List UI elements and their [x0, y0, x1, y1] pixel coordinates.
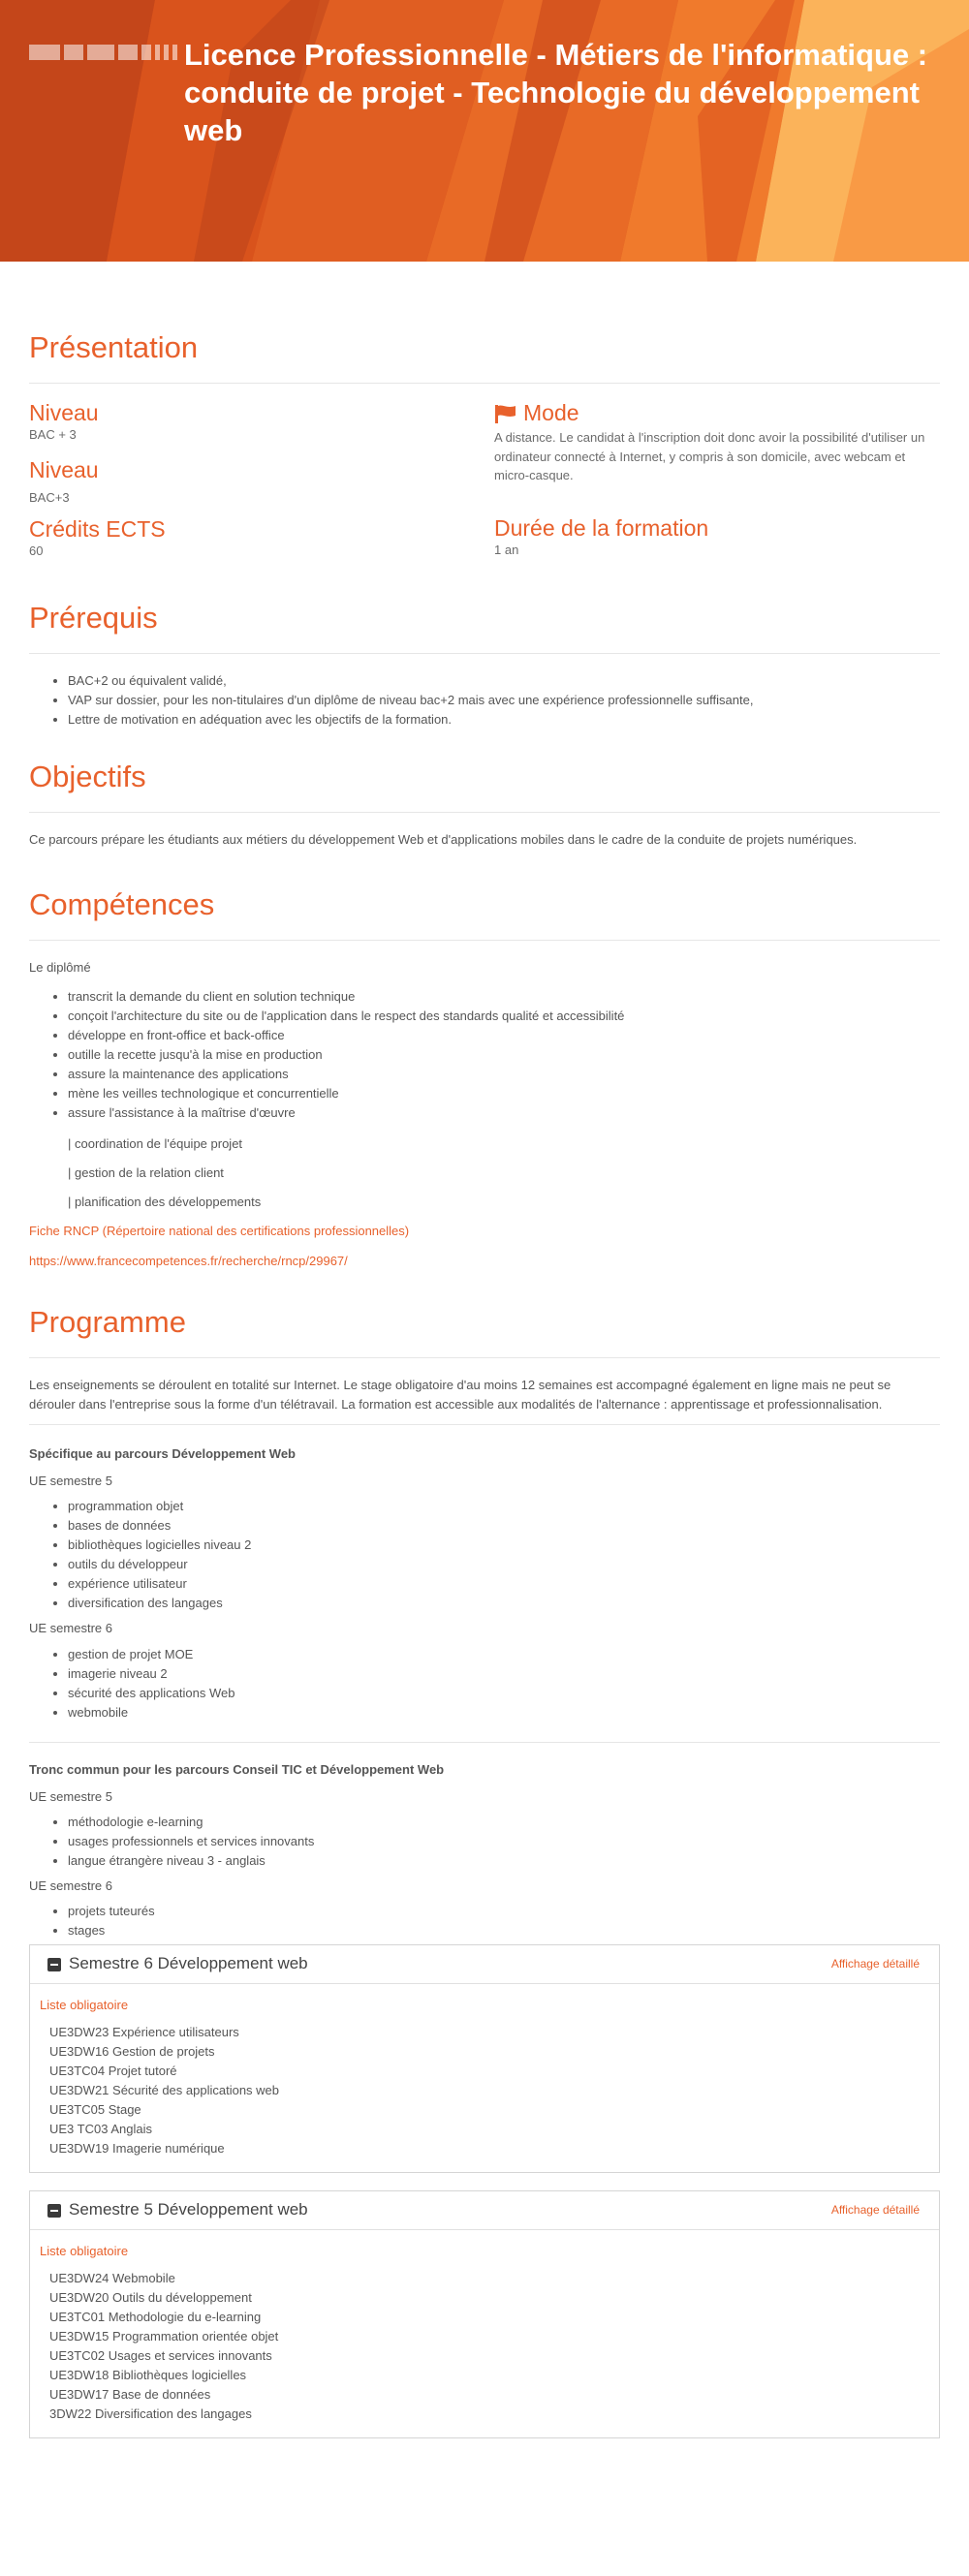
module-item[interactable]: UE3 TC03 Anglais — [49, 2122, 152, 2137]
list-title: Liste obligatoire — [40, 1998, 129, 2013]
competences-intro: Le diplômé — [29, 960, 91, 976]
list-item: • projets tuteurés — [68, 1902, 940, 1921]
list-item: • bibliothèques logicielles niveau 2 — [68, 1536, 940, 1555]
list-item: • langue étrangère niveau 3 - anglais — [68, 1851, 940, 1871]
specifique-s6-list — [29, 1645, 940, 1723]
module-box — [29, 2190, 940, 2438]
niveau-value: BAC + 3 — [29, 427, 77, 443]
module-item[interactable]: UE3TC02 Usages et services innovants — [49, 2348, 272, 2364]
semester-label: UE semestre 6 — [29, 1878, 112, 1893]
list-item: • outils du développeur — [68, 1555, 940, 1574]
mode-heading — [494, 401, 940, 428]
prerequis-list — [29, 671, 940, 729]
rncp-link[interactable]: Fiche RNCP (Répertoire national des certifications professionnelles) — [29, 1224, 410, 1239]
list-item: • VAP sur dossier, pour les non-titulaires d'un diplôme de niveau bac+2 mais avec une expérience professionnelle suffisante, — [68, 691, 940, 710]
module-title: Semestre 6 Développement web — [69, 1954, 308, 1973]
list-item: • imagerie niveau 2 — [68, 1664, 940, 1684]
module-item[interactable]: UE3DW19 Imagerie numérique — [49, 2141, 225, 2157]
module-item[interactable]: 3DW22 Diversification des langages — [49, 2406, 252, 2422]
list-item: • BAC+2 ou équivalent validé, — [68, 671, 940, 691]
list-item: • mène les veilles technologique et concurrentielle — [68, 1084, 940, 1103]
detailed-view-link[interactable]: Affichage détaillé — [830, 1957, 920, 1971]
tronc-s5-list — [29, 1813, 940, 1871]
module-title: Semestre 5 Développement web — [69, 2200, 308, 2219]
presentation-heading: Présentation — [29, 329, 940, 384]
list-item: • stages — [68, 1921, 940, 1940]
presentation-grid — [29, 401, 940, 560]
list-item: • conçoit l'architecture du site ou de l'application dans le respect des standards qualité et accessibilité — [68, 1007, 940, 1026]
list-item: • gestion de projet MOE — [68, 1645, 940, 1664]
collapse-icon[interactable] — [47, 1958, 61, 1971]
list-item: • sécurité des applications Web — [68, 1684, 940, 1703]
list-item: • usages professionnels et services innovants — [68, 1832, 940, 1851]
semester-label: UE semestre 6 — [29, 1621, 112, 1636]
tronc-title: Tronc commun pour les parcours Conseil TIC et Développement Web — [29, 1761, 445, 1777]
module-box — [29, 1944, 940, 2173]
credits-value: 60 — [29, 543, 44, 559]
module-item[interactable]: UE3DW23 Expérience utilisateurs — [49, 2025, 239, 2040]
competences-list — [29, 987, 940, 1123]
rncp-url-link[interactable]: https://www.francecompetences.fr/recherche/rncp/29967/ — [29, 1253, 348, 1268]
module-item[interactable]: UE3DW18 Bibliothèques logicielles — [49, 2368, 247, 2383]
list-item: • assure l'assistance à la maîtrise d'œuvre — [68, 1103, 940, 1123]
prerequis-heading: Prérequis — [29, 600, 940, 654]
programme-intro: Les enseignements se déroulent en totalité sur Internet. Le stage obligatoire d'au moins 12 semaines est accompagné également en ligne mais ne peut se dérouler dans l'entreprise sous la forme d'un télétravail. La formation est accessible aux modalités de l'alternance : apprentissage et professionnalisation. — [29, 1377, 891, 1412]
credits-label: Crédits ECTS — [29, 515, 166, 542]
collapse-icon[interactable] — [47, 2204, 61, 2218]
list-item: • développe en front-office et back-office — [68, 1026, 940, 1045]
tronc-s6-list — [29, 1902, 940, 1940]
module-item[interactable]: UE3DW16 Gestion de projets — [49, 2044, 215, 2060]
competence-extra: | planification des développements — [68, 1195, 262, 1210]
header-banner — [0, 0, 969, 262]
competences-heading: Compétences — [29, 886, 940, 941]
flag-icon — [494, 404, 517, 428]
semester-label: UE semestre 5 — [29, 1788, 112, 1804]
list-item: • diversification des langages — [68, 1594, 940, 1613]
module-item[interactable]: UE3TC04 Projet tutoré — [49, 2064, 177, 2079]
list-item: • outille la recette jusqu'à la mise en production — [68, 1045, 940, 1065]
list-item: • transcrit la demande du client en solution technique — [68, 987, 940, 1007]
niveau-label: Niveau — [29, 400, 99, 426]
list-item: • bases de données — [68, 1516, 940, 1536]
module-item[interactable]: UE3DW15 Programmation orientée objet — [49, 2329, 279, 2344]
module-item[interactable]: UE3TC01 Methodologie du e-learning — [49, 2310, 262, 2325]
list-item: • programmation objet — [68, 1497, 940, 1516]
specifique-title: Spécifique au parcours Développement Web — [29, 1446, 296, 1462]
list-item: • webmobile — [68, 1703, 940, 1723]
module-item[interactable]: UE3DW24 Webmobile — [49, 2271, 175, 2286]
duree-label: Durée de la formation — [494, 514, 709, 541]
list-title: Liste obligatoire — [40, 2244, 129, 2259]
page-title: Licence Professionnelle - Métiers de l'informatique : conduite de projet - Technologie du développement web — [184, 38, 928, 147]
niveau-label-2: Niveau — [29, 456, 99, 482]
objectifs-heading: Objectifs — [29, 759, 940, 813]
detailed-view-link[interactable]: Affichage détaillé — [830, 2203, 920, 2218]
mode-value: A distance. Le candidat à l'inscription doit donc avoir la possibilité d'utiliser un ordinateur connecté à Internet, y compris à son domicile, avec webcam et micro-casque. — [494, 430, 925, 483]
objectifs-text: Ce parcours prépare les étudiants aux métiers du développement Web et d'applications mobiles dans le cadre de la conduite de projets numériques. — [29, 831, 858, 847]
module-item[interactable]: UE3DW20 Outils du développement — [49, 2290, 252, 2306]
list-item: • expérience utilisateur — [68, 1574, 940, 1594]
module-header[interactable] — [30, 1945, 939, 1984]
semester-label: UE semestre 5 — [29, 1474, 112, 1489]
mode-label: Mode — [523, 400, 579, 426]
programme-heading: Programme — [29, 1304, 940, 1358]
list-item: • assure la maintenance des applications — [68, 1065, 940, 1084]
duree-value: 1 an — [494, 543, 519, 558]
list-item: • méthodologie e-learning — [68, 1813, 940, 1832]
module-item[interactable]: UE3TC05 Stage — [49, 2102, 141, 2118]
module-item[interactable]: UE3DW21 Sécurité des applications web — [49, 2083, 280, 2098]
niveau-value-2: BAC+3 — [29, 490, 70, 506]
list-item: • Lettre de motivation en adéquation avec les objectifs de la formation. — [68, 710, 940, 729]
module-header[interactable] — [30, 2191, 939, 2230]
competence-extra: | gestion de la relation client — [68, 1165, 224, 1181]
specifique-s5-list — [29, 1497, 940, 1613]
competence-extra: | coordination de l'équipe projet — [68, 1136, 243, 1152]
logo — [29, 45, 177, 60]
module-item[interactable]: UE3DW17 Base de données — [49, 2387, 211, 2403]
